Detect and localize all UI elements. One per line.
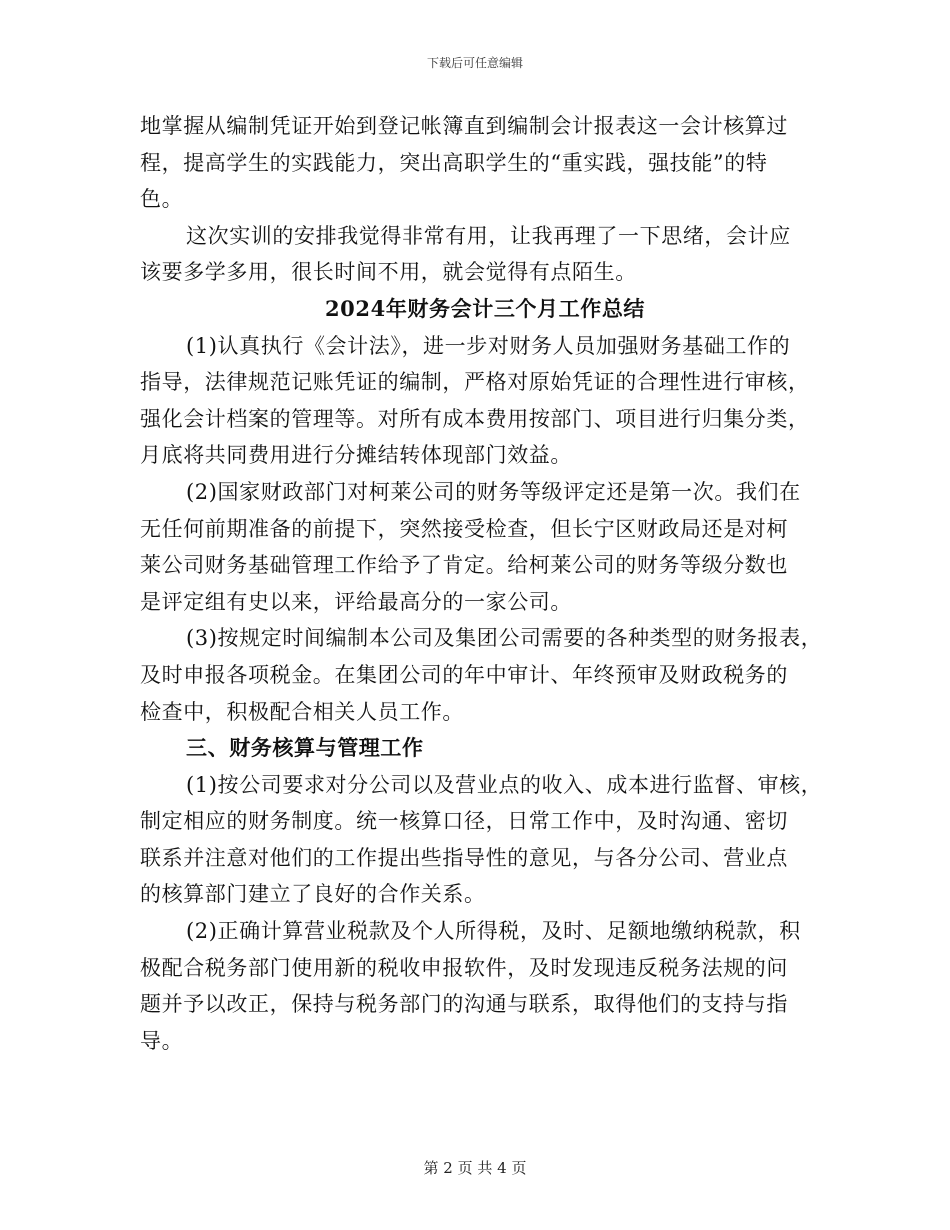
paragraph-start-line: (3)按规定时间编制本公司及集团公司需要的各种类型的财务报表，	[186, 626, 823, 651]
paragraph-start-line: (2)正确计算营业税款及个人所得税，及时、足额地缴纳税款，积	[186, 919, 801, 944]
body-line: 的核算部门建立了良好的合作关系。	[140, 882, 486, 907]
paragraph-start-line: (1)按公司要求对分公司以及营业点的收入、成本进行监督、审核，	[186, 772, 823, 797]
body-line: 检查中，积极配合相关人员工作。	[140, 699, 464, 724]
body-line: 程，提高学生的实践能力，突出高职学生的“重实践，强技能”的特	[140, 150, 768, 175]
body-line: 色。	[140, 187, 184, 212]
body-line: 题并予以改正，保持与税务部门的沟通与联系，取得他们的支持与指	[140, 992, 788, 1017]
body-line: 该要多学多用，很长时间不用，就会觉得有点陌生。	[140, 260, 637, 285]
page-header-note: 下载后可任意编辑	[426, 56, 523, 70]
paragraph-start-line: (2)国家财政部门对柯莱公司的财务等级评定还是第一次。我们在	[186, 479, 801, 504]
body-line: 月底将共同费用进行分摊结转体现部门效益。	[140, 443, 572, 468]
body-line: 强化会计档案的管理等。对所有成本费用按部门、项目进行归集分类，	[140, 406, 810, 431]
body-line: 是评定组有史以来，评给最高分的一家公司。	[140, 589, 572, 614]
body-line: 指导，法律规范记账凭证的编制，严格对原始凭证的合理性进行审核，	[140, 370, 810, 395]
body-line: 地掌握从编制凭证开始到登记帐簿直到编制会计报表这一会计核算过	[140, 114, 788, 138]
paragraph-start-line: 这次实训的安排我觉得非常有用，让我再理了一下思绪，会计应	[186, 223, 791, 248]
subsection-heading: 三、财务核算与管理工作	[186, 735, 424, 761]
page-number-footer: 第 2 页 共 4 页	[423, 1159, 527, 1177]
section-title: 2024年财务会计三个月工作总结	[324, 295, 646, 321]
document-body	[140, 108, 830, 1059]
body-line: 制定相应的财务制度。统一核算口径，日常工作中，及时沟通、密切	[140, 809, 788, 834]
body-line: 莱公司财务基础管理工作给予了肯定。给柯莱公司的财务等级分数也	[140, 553, 788, 578]
body-line: 无任何前期准备的前提下，突然接受检查，但长宁区财政局还是对柯	[140, 516, 788, 541]
body-line: 导。	[140, 1028, 184, 1053]
paragraph-start-line: (1)认真执行《会计法》，进一步对财务人员加强财务基础工作的	[186, 333, 791, 358]
body-line: 极配合税务部门使用新的税收申报软件，及时发现违反税务法规的问	[140, 955, 788, 980]
body-line: 联系并注意对他们的工作提出些指导性的意见，与各分公司、营业点	[140, 845, 788, 870]
body-line: 及时申报各项税金。在集团公司的年中审计、年终预审及财政税务的	[140, 662, 788, 687]
